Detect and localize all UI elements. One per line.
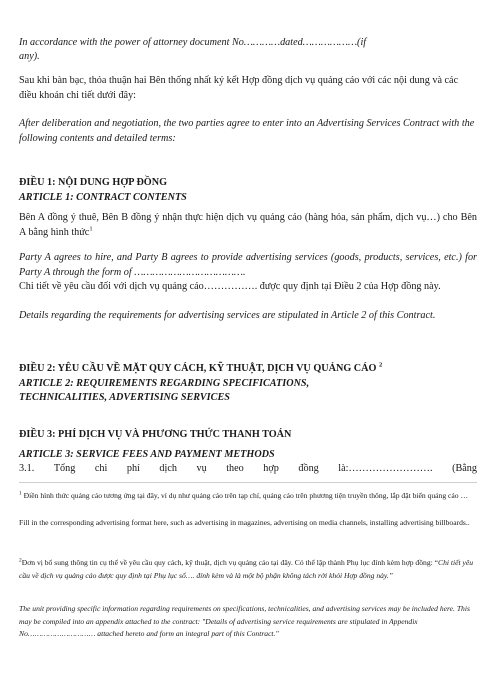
article3-heading-vi: ĐIỀU 3: PHÍ DỊCH VỤ VÀ PHƯƠNG THỨC THANH TOÁN xyxy=(19,429,292,440)
footnote-2-vi-quote: Chi tiết yêu cầu về dịch vụ quảng cáo được quy định tại Phụ lục số…. đính kèm và là một bộ phận không tách rời khỏi Hợp đồng này.” xyxy=(19,558,474,580)
clause-word: hợp xyxy=(263,463,279,474)
clause-word: vụ xyxy=(196,463,207,474)
article1-detail-vi: Chi tiết về yêu cầu đối với dịch vụ quảng cáo……………. được quy định tại Điều 2 của Hợp đồng này. xyxy=(19,281,441,292)
article2-heading-en-line1: ARTICLE 2: REQUIREMENTS REGARDING SPECIFICATIONS, xyxy=(19,378,310,389)
intro-english: After deliberation and negotiation, the two parties agree to enter into an Advertising Services Contract with the following contents and detailed terms: xyxy=(19,118,475,144)
poa-line-2: any). xyxy=(19,51,40,62)
footnote-2-mark: 2 xyxy=(19,557,22,564)
clause-word: (Bằng xyxy=(452,463,477,474)
footnote-ref-1[interactable]: 1 xyxy=(89,225,93,233)
footnote-1-vi-text: Điền hình thức quảng cáo tương ứng tại đây, ví dụ như quảng cáo trên tạp chí, quảng cáo trên phương tiện truyền thông, lắp đặt biển quảng cáo … xyxy=(23,491,469,500)
clause-word: phí xyxy=(126,463,140,474)
footnote-1-en: Fill in the corresponding advertising format here, such as advertising in magazines, advertising on media channels, installing advertising billboards.. xyxy=(19,518,470,527)
clause-word: Tổng xyxy=(53,463,76,474)
article3-heading-en: ARTICLE 3: SERVICE FEES AND PAYMENT METHODS xyxy=(19,449,275,460)
article1-heading-en: ARTICLE 1: CONTRACT CONTENTS xyxy=(19,192,187,203)
article1-paragraph-vi xyxy=(19,211,477,240)
clause-3-1 xyxy=(19,462,477,477)
article1-paragraph-vi-text: Bên A đồng ý thuê, Bên B đồng ý nhận thực hiện dịch vụ quảng cáo (hàng hóa, sản phẩm, dịch vụ…) cho Bên A bằng hình thức xyxy=(19,212,477,238)
article1-heading-vi: ĐIỀU 1: NỘI DUNG HỢP ĐỒNG xyxy=(19,177,168,188)
article2-heading-vi xyxy=(19,362,477,377)
clause-word: đồng xyxy=(298,463,319,474)
article2-heading-en-line2: TECHNICALITIES, ADVERTISING SERVICES xyxy=(19,392,230,403)
poa-line-1: In accordance with the power of attorney document No…………dated………………(if xyxy=(19,37,367,48)
footnote-1-vi xyxy=(19,490,477,503)
clause-word: là:……………………. xyxy=(338,463,433,474)
footnote-ref-2[interactable]: 2 xyxy=(378,361,383,369)
footnote-2-en: The unit providing specific information regarding requirements on specifications, technicalities, and advertising services may be included here. This may be compiled into an appendix attached to the contract: "Details of advertising service requirements are stipulated in Appendix No………………………… attached hereto and form an integral part of this Contract." xyxy=(19,604,470,638)
article1-paragraph-en: Party A agrees to hire, and Party B agrees to provide advertising services (goods, products, services, etc.) for Party A through the form of ………………………………. xyxy=(19,252,477,278)
footnote-separator xyxy=(19,482,477,483)
footnote-2-vi-text: Đơn vị bổ sung thông tin cụ thể về yêu cầu quy cách, kỹ thuật, dịch vụ quảng cáo tại đây. Có thể lập thành Phụ lục đính kèm hợp đồng: “ xyxy=(21,558,439,567)
clause-word: dịch xyxy=(159,463,177,474)
clause-number: 3.1. xyxy=(19,463,35,474)
footnote-2-vi xyxy=(19,557,477,582)
clause-word: theo xyxy=(226,463,244,474)
footnote-1-mark: 1 xyxy=(19,490,22,497)
article2-heading-vi-text: ĐIỀU 2: YÊU CẦU VỀ MẶT QUY CÁCH, KỸ THUẬT, DỊCH VỤ QUẢNG CÁO xyxy=(19,363,377,374)
clause-word: chi xyxy=(94,463,108,474)
article1-detail-en: Details regarding the requirements for advertising services are stipulated in Article 2 of this Contract. xyxy=(19,310,436,321)
intro-vietnamese: Sau khi bàn bạc, thỏa thuận hai Bên thống nhất ký kết Hợp đồng dịch vụ quảng cáo với các nội dung và các điều khoản chi tiết dưới đây: xyxy=(19,75,459,101)
